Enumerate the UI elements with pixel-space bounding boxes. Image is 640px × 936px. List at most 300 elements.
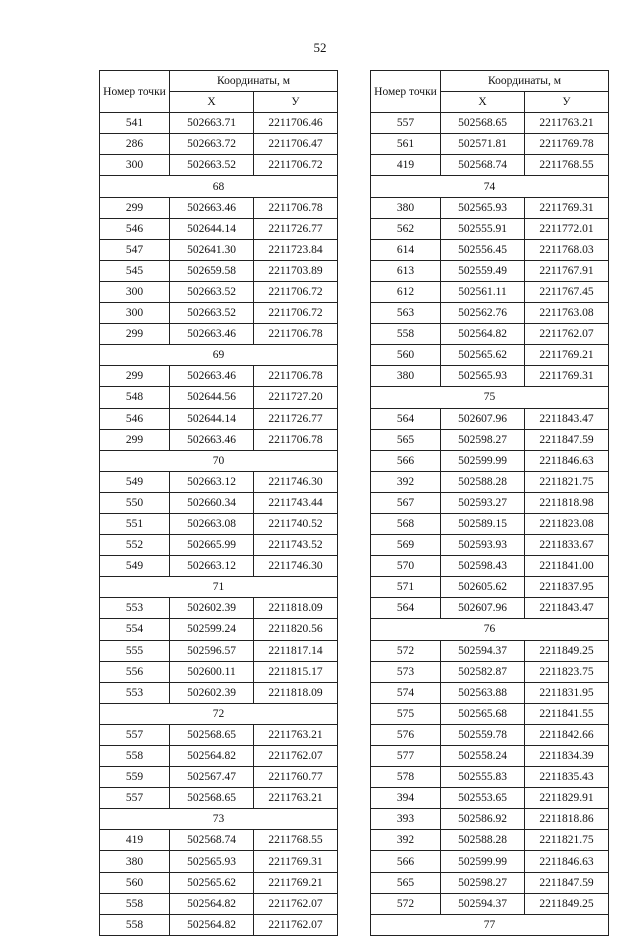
table-row [371, 682, 609, 703]
x-coordinate-cell: 502568.74 [170, 830, 254, 851]
table-row [371, 324, 609, 345]
y-coordinate-cell: 2211834.39 [525, 746, 609, 767]
table-header [371, 71, 609, 113]
point-number-cell: 575 [371, 703, 441, 724]
table-row [371, 640, 609, 661]
x-coordinate-cell: 502641.30 [170, 239, 254, 260]
y-coordinate-cell: 2211706.78 [254, 197, 338, 218]
y-coordinate-cell: 2211703.89 [254, 260, 338, 281]
y-coordinate-cell: 2211746.30 [254, 556, 338, 577]
y-coordinate-cell: 2211846.63 [525, 450, 609, 471]
y-coordinate-cell: 2211818.86 [525, 809, 609, 830]
point-number-cell: 549 [100, 471, 170, 492]
point-number-cell: 613 [371, 260, 441, 281]
table-row [371, 155, 609, 176]
table-row [371, 429, 609, 450]
table-row [100, 619, 338, 640]
table-row [100, 387, 338, 408]
x-coordinate-cell: 502663.52 [170, 155, 254, 176]
table-body-right [371, 113, 609, 936]
point-number-cell: 380 [371, 197, 441, 218]
point-number-cell: 300 [100, 281, 170, 302]
point-number-cell: 380 [100, 851, 170, 872]
y-coordinate-cell: 2211706.78 [254, 324, 338, 345]
x-coordinate-cell: 502596.57 [170, 640, 254, 661]
x-coordinate-cell: 502607.96 [441, 598, 525, 619]
y-coordinate-cell: 2211823.08 [525, 513, 609, 534]
x-coordinate-cell: 502660.34 [170, 492, 254, 513]
table-row [100, 513, 338, 534]
x-coordinate-cell: 502605.62 [441, 577, 525, 598]
table-row [371, 345, 609, 366]
x-coordinate-cell: 502565.62 [441, 345, 525, 366]
table-row [100, 281, 338, 302]
point-number-cell: 559 [100, 767, 170, 788]
section-number: 70 [100, 450, 338, 471]
x-coordinate-cell: 502565.93 [170, 851, 254, 872]
section-number: 72 [100, 703, 338, 724]
x-coordinate-cell: 502564.82 [170, 746, 254, 767]
y-coordinate-cell: 2211815.17 [254, 661, 338, 682]
table-row [100, 471, 338, 492]
point-number-cell: 612 [371, 281, 441, 302]
point-number-cell: 557 [100, 788, 170, 809]
table-row [100, 134, 338, 155]
point-number-cell: 560 [371, 345, 441, 366]
table-row [100, 366, 338, 387]
y-coordinate-cell: 2211706.72 [254, 155, 338, 176]
y-coordinate-cell: 2211823.75 [525, 661, 609, 682]
y-coordinate-cell: 2211706.78 [254, 429, 338, 450]
section-number: 73 [100, 809, 338, 830]
x-coordinate-cell: 502565.68 [441, 703, 525, 724]
y-coordinate-cell: 2211746.30 [254, 471, 338, 492]
point-number-cell: 564 [371, 598, 441, 619]
point-number-cell: 299 [100, 429, 170, 450]
table-row [371, 830, 609, 851]
page-number: 52 [313, 40, 327, 55]
point-number-cell: 551 [100, 513, 170, 534]
point-number-cell: 576 [371, 724, 441, 745]
y-column-header: У [525, 92, 609, 113]
x-coordinate-cell: 502599.24 [170, 619, 254, 640]
y-coordinate-cell: 2211762.07 [525, 324, 609, 345]
table-row [371, 113, 609, 134]
y-coordinate-cell: 2211763.08 [525, 303, 609, 324]
table-row [100, 724, 338, 745]
x-coordinate-cell: 502644.14 [170, 218, 254, 239]
table-header [100, 71, 338, 113]
section-number: 77 [371, 914, 609, 935]
x-coordinate-cell: 502663.71 [170, 113, 254, 134]
table-row [100, 429, 338, 450]
y-coordinate-cell: 2211767.45 [525, 281, 609, 302]
x-coordinate-cell: 502556.45 [441, 239, 525, 260]
section-row [100, 176, 338, 197]
table-row [371, 598, 609, 619]
y-coordinate-cell: 2211763.21 [254, 724, 338, 745]
point-number-cell: 577 [371, 746, 441, 767]
table-row [100, 767, 338, 788]
section-row [371, 914, 609, 935]
table-row [371, 872, 609, 893]
table-row [100, 556, 338, 577]
y-coordinate-cell: 2211821.75 [525, 830, 609, 851]
point-number-cell: 299 [100, 197, 170, 218]
y-coordinate-cell: 2211706.72 [254, 281, 338, 302]
table-row [371, 471, 609, 492]
x-coordinate-cell: 502565.93 [441, 366, 525, 387]
x-coordinate-cell: 502663.52 [170, 281, 254, 302]
point-number-cell: 560 [100, 872, 170, 893]
y-coordinate-cell: 2211831.95 [525, 682, 609, 703]
y-coordinate-cell: 2211769.31 [525, 366, 609, 387]
x-coordinate-cell: 502555.83 [441, 767, 525, 788]
point-number-cell: 380 [371, 366, 441, 387]
y-coordinate-cell: 2211820.56 [254, 619, 338, 640]
y-coordinate-cell: 2211767.91 [525, 260, 609, 281]
y-coordinate-cell: 2211818.09 [254, 598, 338, 619]
x-coordinate-cell: 502559.49 [441, 260, 525, 281]
y-coordinate-cell: 2211768.03 [525, 239, 609, 260]
x-coordinate-cell: 502568.65 [170, 788, 254, 809]
table-row [371, 366, 609, 387]
point-number-cell: 572 [371, 893, 441, 914]
y-coordinate-cell: 2211706.72 [254, 303, 338, 324]
table-row [100, 598, 338, 619]
table-row [371, 197, 609, 218]
table-row [371, 281, 609, 302]
x-coordinate-cell: 502593.27 [441, 492, 525, 513]
point-number-cell: 573 [371, 661, 441, 682]
section-number: 74 [371, 176, 609, 197]
y-coordinate-cell: 2211706.46 [254, 113, 338, 134]
x-coordinate-cell: 502565.93 [441, 197, 525, 218]
table-row [100, 218, 338, 239]
table-row [371, 788, 609, 809]
table-row [100, 197, 338, 218]
table-row [100, 661, 338, 682]
x-coordinate-cell: 502564.82 [170, 893, 254, 914]
point-number-cell: 553 [100, 598, 170, 619]
point-number-cell: 571 [371, 577, 441, 598]
table-row [371, 893, 609, 914]
table-row [371, 535, 609, 556]
x-coordinate-cell: 502663.46 [170, 366, 254, 387]
table-row [100, 492, 338, 513]
point-number-header: Номер точки [100, 71, 170, 113]
point-number-cell: 548 [100, 387, 170, 408]
point-number-cell: 574 [371, 682, 441, 703]
x-coordinate-cell: 502561.11 [441, 281, 525, 302]
point-number-cell: 419 [100, 830, 170, 851]
x-coordinate-cell: 502555.91 [441, 218, 525, 239]
y-coordinate-cell: 2211743.44 [254, 492, 338, 513]
point-number-cell: 557 [100, 724, 170, 745]
table-row [371, 724, 609, 745]
table-row [100, 914, 338, 935]
table-row [371, 809, 609, 830]
section-number: 75 [371, 387, 609, 408]
point-number-cell: 549 [100, 556, 170, 577]
table-row [100, 113, 338, 134]
section-row [371, 387, 609, 408]
x-coordinate-cell: 502663.08 [170, 513, 254, 534]
table-row [100, 872, 338, 893]
table-row [100, 682, 338, 703]
y-coordinate-cell: 2211835.43 [525, 767, 609, 788]
y-coordinate-cell: 2211769.21 [254, 872, 338, 893]
y-coordinate-cell: 2211847.59 [525, 872, 609, 893]
point-number-cell: 563 [371, 303, 441, 324]
section-number: 76 [371, 619, 609, 640]
x-coordinate-cell: 502663.52 [170, 303, 254, 324]
y-coordinate-cell: 2211726.77 [254, 218, 338, 239]
x-coordinate-cell: 502565.62 [170, 872, 254, 893]
y-coordinate-cell: 2211760.77 [254, 767, 338, 788]
point-number-cell: 550 [100, 492, 170, 513]
y-coordinate-cell: 2211817.14 [254, 640, 338, 661]
table-row [371, 218, 609, 239]
x-coordinate-cell: 502568.74 [441, 155, 525, 176]
table-row [371, 303, 609, 324]
section-row [100, 450, 338, 471]
x-coordinate-cell: 502586.92 [441, 809, 525, 830]
y-coordinate-cell: 2211849.25 [525, 893, 609, 914]
section-row [371, 619, 609, 640]
table-row [100, 408, 338, 429]
x-coordinate-cell: 502663.46 [170, 197, 254, 218]
section-number: 69 [100, 345, 338, 366]
point-number-cell: 614 [371, 239, 441, 260]
table-row [100, 830, 338, 851]
point-number-cell: 300 [100, 303, 170, 324]
table-row [371, 239, 609, 260]
y-coordinate-cell: 2211706.78 [254, 366, 338, 387]
x-coordinate-cell: 502562.76 [441, 303, 525, 324]
y-coordinate-cell: 2211762.07 [254, 893, 338, 914]
table-row [371, 450, 609, 471]
point-number-cell: 564 [371, 408, 441, 429]
table-row [371, 556, 609, 577]
x-coordinate-cell: 502602.39 [170, 598, 254, 619]
y-coordinate-cell: 2211769.78 [525, 134, 609, 155]
x-coordinate-cell: 502663.12 [170, 471, 254, 492]
table-row [371, 703, 609, 724]
section-row [100, 577, 338, 598]
x-coordinate-cell: 502582.87 [441, 661, 525, 682]
coordinates-header: Координаты, м [441, 71, 609, 92]
y-coordinate-cell: 2211833.67 [525, 535, 609, 556]
point-number-cell: 572 [371, 640, 441, 661]
x-coordinate-cell: 502663.12 [170, 556, 254, 577]
y-coordinate-cell: 2211842.66 [525, 724, 609, 745]
y-coordinate-cell: 2211841.55 [525, 703, 609, 724]
y-coordinate-cell: 2211849.25 [525, 640, 609, 661]
y-coordinate-cell: 2211763.21 [254, 788, 338, 809]
x-coordinate-cell: 502588.28 [441, 830, 525, 851]
y-coordinate-cell: 2211769.31 [254, 851, 338, 872]
point-number-cell: 300 [100, 155, 170, 176]
table-row [371, 513, 609, 534]
y-coordinate-cell: 2211837.95 [525, 577, 609, 598]
point-number-cell: 392 [371, 830, 441, 851]
point-number-cell: 567 [371, 492, 441, 513]
table-row [100, 239, 338, 260]
y-coordinate-cell: 2211726.77 [254, 408, 338, 429]
x-coordinate-cell: 502593.93 [441, 535, 525, 556]
section-row [100, 345, 338, 366]
y-coordinate-cell: 2211772.01 [525, 218, 609, 239]
table-row [100, 746, 338, 767]
y-coordinate-cell: 2211723.84 [254, 239, 338, 260]
point-number-cell: 419 [371, 155, 441, 176]
x-coordinate-cell: 502663.46 [170, 324, 254, 345]
x-coordinate-cell: 502558.24 [441, 746, 525, 767]
x-coordinate-cell: 502564.82 [441, 324, 525, 345]
y-coordinate-cell: 2211740.52 [254, 513, 338, 534]
x-coordinate-cell: 502598.27 [441, 872, 525, 893]
x-coordinate-cell: 502564.82 [170, 914, 254, 935]
y-coordinate-cell: 2211769.31 [525, 197, 609, 218]
section-row [371, 176, 609, 197]
point-number-cell: 558 [100, 746, 170, 767]
point-number-cell: 299 [100, 366, 170, 387]
x-coordinate-cell: 502659.58 [170, 260, 254, 281]
coordinates-table-right [370, 70, 609, 936]
point-number-cell: 568 [371, 513, 441, 534]
point-number-header: Номер точки [371, 71, 441, 113]
table-row [100, 260, 338, 281]
point-number-cell: 555 [100, 640, 170, 661]
y-coordinate-cell: 2211762.07 [254, 914, 338, 935]
table-row [371, 767, 609, 788]
y-coordinate-cell: 2211843.47 [525, 408, 609, 429]
table-row [371, 746, 609, 767]
point-number-cell: 541 [100, 113, 170, 134]
y-coordinate-cell: 2211706.47 [254, 134, 338, 155]
point-number-cell: 546 [100, 408, 170, 429]
y-coordinate-cell: 2211843.47 [525, 598, 609, 619]
coordinates-header: Координаты, м [170, 71, 338, 92]
point-number-cell: 546 [100, 218, 170, 239]
table-row [371, 661, 609, 682]
y-coordinate-cell: 2211769.21 [525, 345, 609, 366]
table-row [100, 640, 338, 661]
x-coordinate-cell: 502602.39 [170, 682, 254, 703]
table-row [371, 492, 609, 513]
point-number-cell: 570 [371, 556, 441, 577]
point-number-cell: 552 [100, 535, 170, 556]
point-number-cell: 569 [371, 535, 441, 556]
x-column-header: X [170, 92, 254, 113]
x-coordinate-cell: 502600.11 [170, 661, 254, 682]
point-number-cell: 394 [371, 788, 441, 809]
table-row [100, 303, 338, 324]
y-coordinate-cell: 2211768.55 [525, 155, 609, 176]
point-number-cell: 558 [100, 914, 170, 935]
point-number-cell: 561 [371, 134, 441, 155]
point-number-cell: 392 [371, 471, 441, 492]
section-row [100, 703, 338, 724]
table-row [100, 155, 338, 176]
table-row [100, 893, 338, 914]
y-coordinate-cell: 2211762.07 [254, 746, 338, 767]
point-number-cell: 299 [100, 324, 170, 345]
x-coordinate-cell: 502563.88 [441, 682, 525, 703]
y-coordinate-cell: 2211763.21 [525, 113, 609, 134]
y-coordinate-cell: 2211829.91 [525, 788, 609, 809]
x-coordinate-cell: 502599.99 [441, 851, 525, 872]
table-row [371, 260, 609, 281]
section-row [100, 809, 338, 830]
x-coordinate-cell: 502589.15 [441, 513, 525, 534]
coordinates-table-left [99, 70, 338, 936]
point-number-cell: 565 [371, 872, 441, 893]
y-column-header: У [254, 92, 338, 113]
x-coordinate-cell: 502665.99 [170, 535, 254, 556]
x-coordinate-cell: 502594.37 [441, 893, 525, 914]
section-number: 71 [100, 577, 338, 598]
y-coordinate-cell: 2211818.98 [525, 492, 609, 513]
point-number-cell: 554 [100, 619, 170, 640]
x-coordinate-cell: 502607.96 [441, 408, 525, 429]
x-coordinate-cell: 502644.56 [170, 387, 254, 408]
x-coordinate-cell: 502568.65 [170, 724, 254, 745]
table-row [100, 535, 338, 556]
x-coordinate-cell: 502663.72 [170, 134, 254, 155]
point-number-cell: 393 [371, 809, 441, 830]
x-column-header: X [441, 92, 525, 113]
point-number-cell: 566 [371, 851, 441, 872]
y-coordinate-cell: 2211821.75 [525, 471, 609, 492]
table-body-left [100, 113, 338, 936]
point-number-cell: 547 [100, 239, 170, 260]
point-number-cell: 286 [100, 134, 170, 155]
point-number-cell: 557 [371, 113, 441, 134]
x-coordinate-cell: 502567.47 [170, 767, 254, 788]
point-number-cell: 558 [371, 324, 441, 345]
y-coordinate-cell: 2211847.59 [525, 429, 609, 450]
table-row [371, 851, 609, 872]
point-number-cell: 545 [100, 260, 170, 281]
table-row [371, 408, 609, 429]
point-number-cell: 553 [100, 682, 170, 703]
point-number-cell: 566 [371, 450, 441, 471]
point-number-cell: 558 [100, 893, 170, 914]
point-number-cell: 578 [371, 767, 441, 788]
x-coordinate-cell: 502559.78 [441, 724, 525, 745]
y-coordinate-cell: 2211818.09 [254, 682, 338, 703]
point-number-cell: 565 [371, 429, 441, 450]
x-coordinate-cell: 502663.46 [170, 429, 254, 450]
point-number-cell: 556 [100, 661, 170, 682]
section-number: 68 [100, 176, 338, 197]
table-row [100, 324, 338, 345]
y-coordinate-cell: 2211841.00 [525, 556, 609, 577]
x-coordinate-cell: 502588.28 [441, 471, 525, 492]
y-coordinate-cell: 2211768.55 [254, 830, 338, 851]
x-coordinate-cell: 502598.27 [441, 429, 525, 450]
x-coordinate-cell: 502644.14 [170, 408, 254, 429]
y-coordinate-cell: 2211743.52 [254, 535, 338, 556]
table-row [100, 788, 338, 809]
x-coordinate-cell: 502553.65 [441, 788, 525, 809]
y-coordinate-cell: 2211727.20 [254, 387, 338, 408]
point-number-cell: 562 [371, 218, 441, 239]
table-row [371, 577, 609, 598]
x-coordinate-cell: 502598.43 [441, 556, 525, 577]
